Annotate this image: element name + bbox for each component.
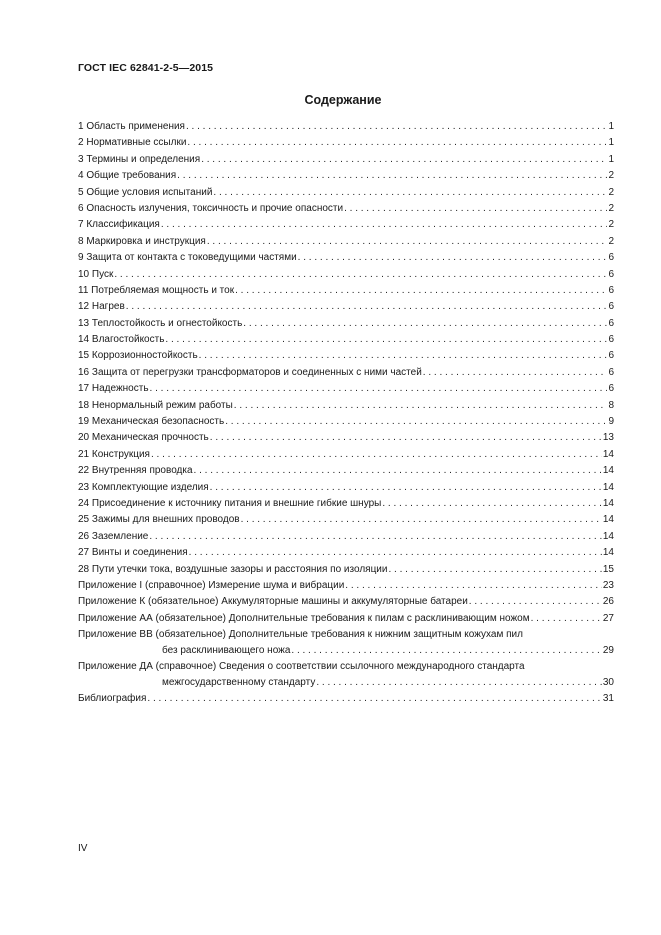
toc-entry-label: 11 Потребляемая мощность и ток	[78, 284, 235, 296]
toc-leader-dots	[225, 414, 607, 430]
toc-entry[interactable]	[78, 381, 614, 397]
toc-leader-dots	[388, 562, 601, 578]
toc-entry-label: Приложение АА (обязательное) Дополнительные требования к пилам с расклинивающим ножом	[78, 612, 530, 624]
toc-entry-page: 2	[608, 219, 614, 231]
toc-leader-dots	[149, 529, 602, 545]
toc-leader-dots	[531, 611, 602, 627]
toc-entry-label: 7 Классификация	[78, 219, 160, 231]
toc-entry[interactable]	[78, 299, 614, 315]
toc-entry-label-line1: Приложение ВВ (обязательное) Дополнительные требования к нижним защитным кожухам пил	[78, 629, 523, 641]
toc-leader-dots	[161, 217, 608, 233]
toc-entry-multiline[interactable]	[78, 627, 614, 658]
toc-leader-dots	[210, 480, 602, 496]
toc-entry-label: 21 Конструкция	[78, 448, 150, 460]
toc-entry[interactable]	[78, 512, 614, 528]
table-of-contents	[78, 119, 614, 707]
toc-entry-page: 2	[608, 186, 614, 198]
toc-entry[interactable]	[78, 365, 614, 381]
toc-entry-page: 1	[608, 137, 614, 149]
toc-leader-dots	[241, 512, 602, 528]
toc-entry-label: 24 Присоединение к источнику питания и внешние гибкие шнуры	[78, 497, 382, 509]
toc-entry-page: 6	[608, 350, 614, 362]
toc-entry-page: 30	[602, 676, 614, 688]
toc-entry[interactable]	[78, 529, 614, 545]
toc-entry[interactable]	[78, 316, 614, 332]
toc-entry-label: 9 Защита от контакта с токоведущими частями	[78, 252, 297, 264]
toc-entry-page: 1	[608, 153, 614, 165]
toc-entry[interactable]	[78, 611, 614, 627]
toc-entry-page: 14	[602, 514, 614, 526]
toc-leader-dots	[382, 496, 602, 512]
toc-entry[interactable]	[78, 545, 614, 561]
toc-entry-label: 10 Пуск	[78, 268, 114, 280]
toc-entry-label: Приложение К (обязательное) Аккумуляторные машины и аккумуляторные батареи	[78, 596, 468, 608]
toc-entry-label: 25 Зажимы для внешних проводов	[78, 514, 240, 526]
toc-entry[interactable]	[78, 480, 614, 496]
toc-entry[interactable]	[78, 185, 614, 201]
toc-entry-page: 27	[602, 612, 614, 624]
toc-leader-dots	[151, 447, 602, 463]
toc-entry-page: 14	[602, 448, 614, 460]
toc-entry[interactable]	[78, 594, 614, 610]
toc-entry[interactable]	[78, 398, 614, 414]
toc-entry[interactable]	[78, 250, 614, 266]
toc-leader-dots	[243, 316, 607, 332]
toc-entry-page: 14	[602, 481, 614, 493]
toc-entry-page: 1	[608, 121, 614, 132]
toc-entry[interactable]	[78, 135, 614, 151]
toc-entry-page: 26	[602, 596, 614, 608]
toc-entry-label: 28 Пути утечки тока, воздушные зазоры и расстояния по изоляции	[78, 563, 388, 575]
toc-leader-dots	[423, 365, 608, 381]
toc-entry-page: 6	[608, 268, 614, 280]
toc-leader-dots	[189, 545, 602, 561]
toc-entry-page: 2	[608, 170, 614, 182]
toc-leader-dots	[234, 398, 608, 414]
toc-entry-page: 14	[602, 497, 614, 509]
toc-entry-page: 8	[608, 399, 614, 411]
toc-leader-dots	[210, 430, 602, 446]
toc-entry-label: 23 Комплектующие изделия	[78, 481, 209, 493]
toc-entry-page: 6	[608, 366, 614, 378]
toc-entry-label: 17 Надежность	[78, 383, 149, 395]
toc-entry-label-line1: Приложение ДА (справочное) Сведения о соответствии ссылочного международного стандарта	[78, 661, 525, 672]
toc-entry-label: 3 Термины и определения	[78, 153, 201, 165]
toc-entry-page: 6	[608, 334, 614, 346]
toc-entry-page: 13	[602, 432, 614, 444]
toc-leader-dots	[345, 578, 602, 594]
toc-entry[interactable]	[78, 201, 614, 217]
toc-leader-dots	[126, 299, 608, 315]
toc-entry[interactable]	[78, 283, 614, 299]
toc-entry[interactable]	[78, 119, 614, 135]
toc-entry-label: 4 Общие требования	[78, 170, 177, 182]
toc-leader-dots	[316, 675, 602, 691]
toc-entry-multiline[interactable]	[78, 659, 614, 690]
toc-entry[interactable]	[78, 152, 614, 168]
toc-leader-dots	[213, 185, 607, 201]
toc-entry-label: 19 Механическая безопасность	[78, 416, 225, 428]
toc-entry[interactable]	[78, 414, 614, 430]
toc-entry-page: 14	[602, 465, 614, 477]
toc-leader-dots	[207, 234, 608, 250]
toc-entry-label: 8 Маркировка и инструкция	[78, 235, 206, 247]
toc-entry[interactable]	[78, 168, 614, 184]
toc-entry-page: 6	[608, 252, 614, 264]
toc-entry-label: 13 Теплостойкость и огнестойкость	[78, 317, 243, 329]
toc-leader-dots	[235, 283, 607, 299]
toc-entry-label: Приложение I (справочное) Измерение шума и вибрации	[78, 579, 345, 591]
toc-entry-label: 20 Механическая прочность	[78, 432, 209, 444]
toc-entry-label: 26 Заземление	[78, 530, 149, 542]
toc-entry[interactable]	[78, 332, 614, 348]
toc-entry-page: 14	[602, 530, 614, 542]
toc-leader-dots	[114, 267, 607, 283]
toc-entry-page: 23	[602, 579, 614, 591]
toc-entry-label: 27 Винты и соединения	[78, 547, 188, 559]
toc-entry-page: 31	[602, 692, 614, 704]
toc-leader-dots	[177, 168, 607, 184]
toc-entry-page: 2	[608, 202, 614, 214]
toc-entry-label: 5 Общие условия испытаний	[78, 186, 213, 198]
toc-leader-dots	[150, 381, 608, 397]
toc-entry[interactable]	[78, 267, 614, 283]
toc-entry[interactable]	[78, 496, 614, 512]
toc-leader-dots	[344, 201, 607, 217]
toc-leader-dots	[194, 463, 602, 479]
toc-leader-dots	[199, 348, 608, 364]
toc-entry[interactable]	[78, 447, 614, 463]
toc-entry[interactable]	[78, 430, 614, 446]
toc-entry-label: 22 Внутренняя проводка	[78, 465, 193, 477]
toc-entry-label: 16 Защита от перегрузки трансформаторов и соединенных с ними частей	[78, 366, 422, 378]
toc-leader-dots	[165, 332, 607, 348]
toc-entry[interactable]	[78, 691, 614, 707]
toc-entry-page: 6	[608, 383, 614, 395]
toc-leader-dots	[187, 135, 607, 151]
toc-entry-page: 15	[602, 563, 614, 575]
toc-entry-label: 18 Ненормальный режим работы	[78, 399, 233, 411]
toc-entry-label: 1 Область применения	[78, 121, 185, 132]
toc-entry-label: 6 Опасность излучения, токсичность и прочие опасности	[78, 202, 344, 214]
toc-leader-dots	[469, 594, 602, 610]
toc-entry-page: 29	[602, 644, 614, 656]
document-code: ГОСТ IEC 62841-2-5—2015	[78, 62, 214, 74]
toc-entry-page: 9	[608, 416, 614, 428]
toc-leader-dots	[186, 119, 607, 135]
toc-entry-page: 6	[608, 317, 614, 329]
toc-entry-page: 14	[602, 547, 614, 559]
toc-entry-label: 14 Влагостойкость	[78, 334, 165, 346]
toc-leader-dots	[291, 643, 601, 659]
toc-entry[interactable]	[78, 578, 614, 594]
toc-entry-label: 15 Коррозионностойкость	[78, 350, 198, 362]
toc-entry[interactable]	[78, 348, 614, 364]
toc-entry[interactable]	[78, 463, 614, 479]
toc-entry-label: Библиография	[78, 692, 147, 704]
toc-entry-label-line2: межгосударственному стандарту	[162, 676, 316, 688]
toc-title: Содержание	[304, 93, 382, 107]
toc-leader-dots	[201, 152, 607, 168]
toc-leader-dots	[298, 250, 608, 266]
page-number: IV	[78, 843, 88, 854]
toc-entry-page: 2	[608, 235, 614, 247]
toc-entry[interactable]	[78, 562, 614, 578]
toc-leader-dots	[147, 691, 601, 707]
toc-entry-page: 6	[608, 301, 614, 313]
toc-entry[interactable]	[78, 217, 614, 233]
toc-entry-label: 2 Нормативные ссылки	[78, 137, 187, 149]
toc-entry-page: 6	[608, 284, 614, 296]
toc-entry[interactable]	[78, 234, 614, 250]
toc-entry-label: 12 Нагрев	[78, 301, 125, 313]
toc-entry-label-line2: без расклинивающего ножа	[162, 644, 291, 656]
